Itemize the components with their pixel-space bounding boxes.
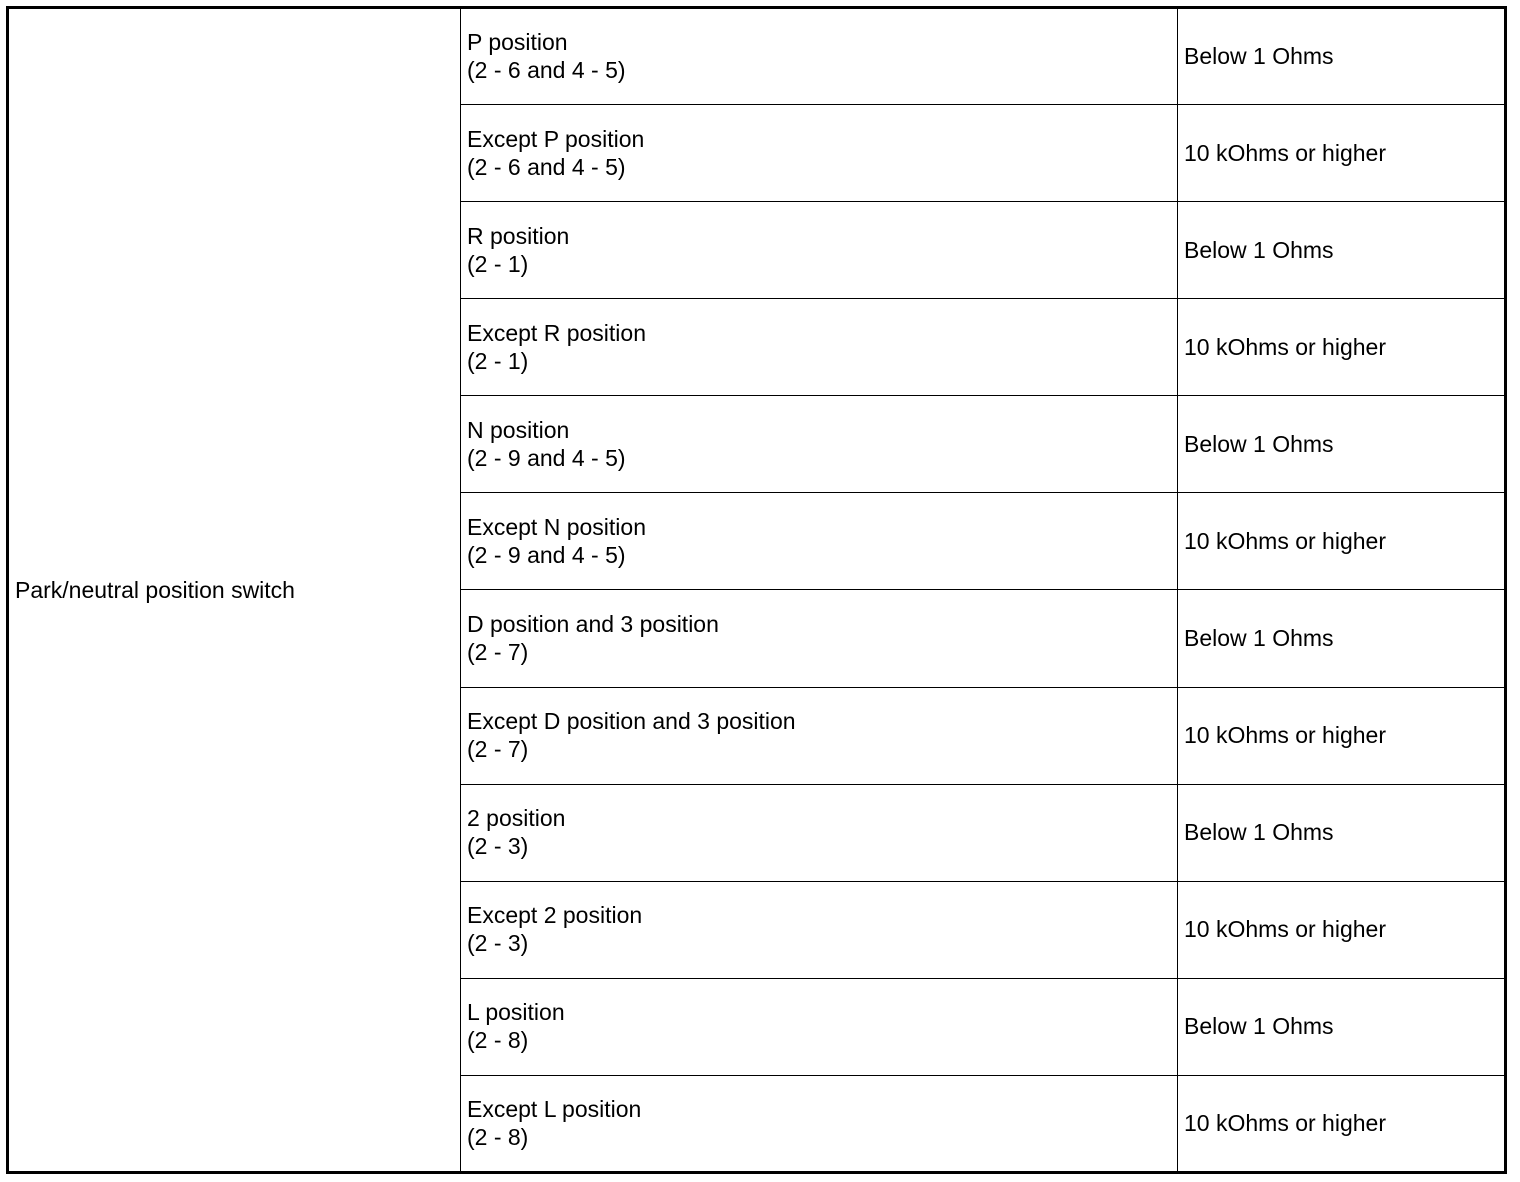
resistance-value: 10 kOhms or higher [1178,881,1506,978]
resistance-value: Below 1 Ohms [1178,784,1506,881]
condition-cell [461,396,1178,493]
condition-cell [461,1075,1178,1172]
terminal-label: (2 - 1) [467,347,529,374]
resistance-value: Below 1 Ohms [1178,978,1506,1075]
condition-cell [461,881,1178,978]
condition-label: 2 position [467,805,566,832]
table-row [8,8,1506,105]
condition-cell [461,299,1178,396]
resistance-value: 10 kOhms or higher [1178,299,1506,396]
terminal-label: (2 - 9 and 4 - 5) [467,444,626,471]
terminal-label: (2 - 1) [467,250,529,277]
condition-label: Except D position and 3 position [467,708,796,735]
condition-cell [461,105,1178,202]
condition-cell [461,590,1178,687]
terminal-label: (2 - 6 and 4 - 5) [467,153,626,180]
condition-label: R position [467,222,570,249]
condition-cell [461,978,1178,1075]
condition-cell [461,687,1178,784]
condition-cell [461,493,1178,590]
condition-label: Except R position [467,319,646,346]
condition-label: D position and 3 position [467,611,719,637]
terminal-label: (2 - 6 and 4 - 5) [467,57,626,84]
terminal-label: (2 - 3) [467,930,529,957]
resistance-value: Below 1 Ohms [1178,202,1506,299]
condition-label: Except N position [467,513,646,540]
condition-cell [461,784,1178,881]
terminal-label: (2 - 7) [467,639,529,665]
condition-label: P position [467,29,568,56]
resistance-value: 10 kOhms or higher [1178,493,1506,590]
resistance-value: 10 kOhms or higher [1178,1075,1506,1172]
resistance-spec-table [6,6,1507,1174]
terminal-label: (2 - 8) [467,1027,529,1054]
resistance-value: 10 kOhms or higher [1178,687,1506,784]
condition-label: Except L position [467,1095,642,1122]
condition-label: N position [467,416,570,443]
terminal-label: (2 - 3) [467,833,529,860]
component-name-cell: Park/neutral position switch [8,8,461,1173]
resistance-value: Below 1 Ohms [1178,396,1506,493]
terminal-label: (2 - 8) [467,1123,529,1150]
resistance-value: Below 1 Ohms [1178,590,1506,687]
condition-label: Except 2 position [467,902,643,929]
condition-cell [461,202,1178,299]
condition-cell [461,8,1178,105]
terminal-label: (2 - 7) [467,736,529,763]
resistance-value: 10 kOhms or higher [1178,105,1506,202]
condition-label: Except P position [467,125,645,152]
resistance-value: Below 1 Ohms [1178,8,1506,105]
condition-label: L position [467,999,565,1026]
terminal-label: (2 - 9 and 4 - 5) [467,541,626,568]
